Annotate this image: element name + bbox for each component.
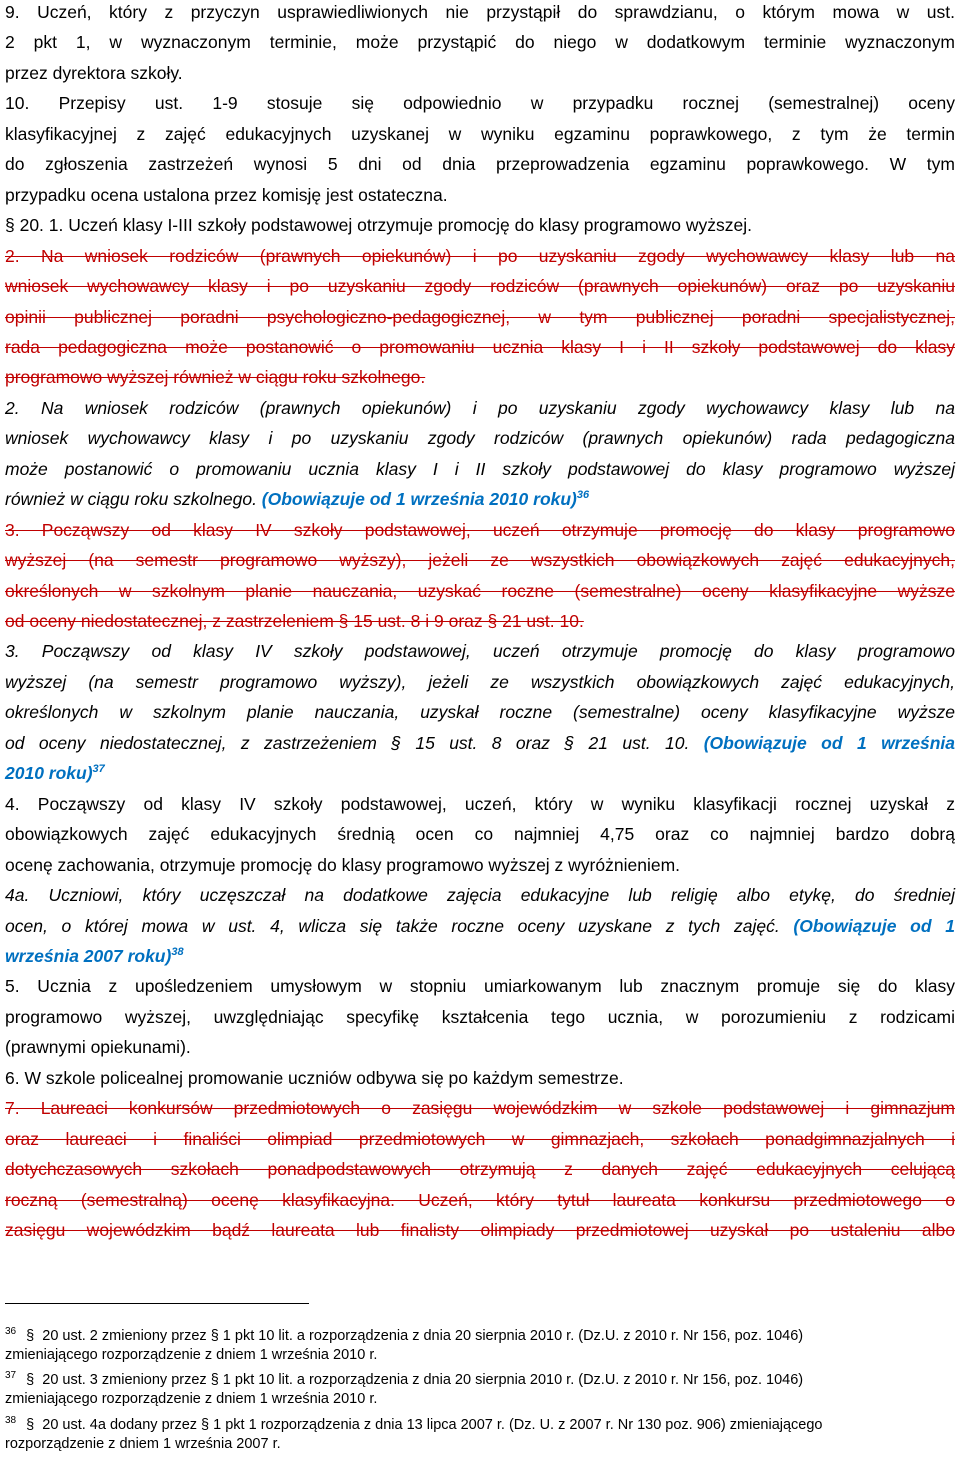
line-text: od oceny niedostatecznej, z zastrzeżeniem § 15 ust. 8 oraz § 21 ust. 10. (5, 732, 704, 753)
amended-text-line (5, 945, 955, 967)
repealed-text-line (5, 610, 955, 632)
amended-text-line (5, 732, 955, 754)
text-line (5, 1036, 955, 1058)
repealed-text-line (5, 1158, 955, 1180)
amended-text-line (5, 397, 955, 419)
amended-text-line (5, 427, 955, 449)
footnote-reference[interactable]: 36 (576, 489, 590, 502)
effective-date-note: (Obowiązuje od 1 września (703, 732, 955, 753)
footnote-text: 20 ust. 2 zmieniony przez § 1 pkt 10 lit. a rozporządzenia z dnia 20 sierpnia 2010 r. (Dz.U. z 2010 r. Nr 156, poz. 1046) (42, 1328, 804, 1344)
line-text: oraz laureaci i finaliści olimpiad przedmiotowych w gimnazjach, szkołach ponadgimnazjalnych i (5, 1128, 955, 1149)
repealed-text-line (5, 1219, 955, 1241)
line-text: wyższej (na semestr programowo wyższy), jeżeli ze wszystkich obowiązkowych zajęć edukacyjnych, (5, 671, 955, 692)
line-text: klasyfikacyjnej z zajęć edukacyjnych uzyskanej w wyniku egzaminu poprawkowego, z tym że termin (5, 123, 955, 144)
line-text: przez dyrektora szkoły. (5, 62, 183, 83)
line-text: (prawnymi opiekunami). (5, 1037, 191, 1058)
text-line (5, 153, 955, 175)
line-text: roczną (semestralną) ocenę klasyfikacyjna. Uczeń, który tytuł laureata konkursu przedmiotowego o (5, 1189, 955, 1210)
line-text: ocen, o której mowa w ust. 4, wlicza się także roczne oceny uzyskane z tych zajęć. (5, 915, 794, 936)
repealed-text-line (5, 306, 955, 328)
repealed-text-line (5, 1097, 955, 1119)
text-line (5, 1006, 955, 1028)
footnote-number: 36 (5, 1326, 17, 1338)
repealed-text-line (5, 336, 955, 358)
amended-text-line (5, 762, 955, 784)
line-text: 4a. Uczniowi, który uczęszczał na dodatkowe zajęcia edukacyjne lub religię albo etykę, do średniej (5, 885, 955, 906)
line-text: 4. Począwszy od klasy IV szkoły podstawowej, uczeń, który w wyniku klasyfikacji rocznej uzyskał z (5, 793, 955, 814)
line-text: określonych w szkolnym planie nauczania, uzyskał roczne (semestralne) oceny klasyfikacyjne wyższe (5, 702, 955, 723)
section-symbol: § (22, 1328, 39, 1344)
line-text: 2. Na wniosek rodziców (prawnych opiekunów) i po uzyskaniu zgody wychowawcy klasy lub na (5, 245, 955, 266)
amended-text-line (5, 458, 955, 480)
amended-text-line (5, 671, 955, 693)
text-line (5, 975, 955, 997)
line-text: 5. Ucznia z upośledzeniem umysłowym w stopniu umiarkowanym lub znacznym promuje się do klasy (5, 976, 955, 997)
text-line (5, 1, 955, 23)
line-text: opinii publicznej poradni psychologiczno-pedagogicznej, w tym publicznej poradni specjalistycznej, (5, 306, 955, 327)
section-symbol: § (22, 1372, 39, 1388)
footnote-text: 20 ust. 3 zmieniony przez § 1 pkt 10 lit. a rozporządzenia z dnia 20 sierpnia 2010 r. (Dz.U. z 2010 r. Nr 156, poz. 1046) (42, 1372, 804, 1388)
line-text: od oceny niedostatecznej, z zastrzeleniem § 15 ust. 8 i 9 oraz § 21 ust. 10. (5, 611, 584, 631)
line-text: wniosek wychowawcy klasy i po uzyskaniu zgody rodziców (prawnych opiekunów) rada pedagogiczna (5, 428, 955, 449)
text-line (5, 62, 955, 84)
line-text: 3. Począwszy od klasy IV szkoły podstawowej, uczeń otrzymuje promocję do klasy programowo (5, 519, 955, 540)
footnote-separator (5, 1303, 309, 1304)
text-line (5, 184, 955, 206)
amended-text-line (5, 701, 955, 723)
repealed-text-line (5, 366, 955, 388)
text-line (5, 1067, 955, 1089)
line-text: zasięgu wojewódzkim bądź laureata lub finalisty olimpiady przedmiotowej uzyskał po ustaleniu albo (5, 1220, 955, 1240)
line-text: programowo wyższej, uwzględniając specyfikę kształcenia tego ucznia, w porozumieniu z rodzicami (5, 1006, 955, 1027)
repealed-text-line (5, 519, 955, 541)
repealed-text-line (5, 1189, 955, 1211)
line-text: dotychczasowych szkołach ponadpodstawowych otrzymują z danych zajęć edukacyjnych celującą (5, 1159, 955, 1180)
line-text: może postanowić o promowaniu ucznia klasy I i II szkoły podstawowej do klasy programowo wyższej (5, 458, 955, 479)
footnote (5, 1416, 955, 1434)
line-text: 7. Laureaci konkursów przedmiotowych o zasięgu wojewódzkim w szkole podstawowej i gimnazjum (5, 1098, 955, 1119)
repealed-text-line (5, 580, 955, 602)
text-line (5, 31, 955, 53)
line-text: 9. Uczeń, który z przyczyn usprawiedliwionych nie przystąpił do sprawdzianu, o którym mowa w ust. (5, 2, 955, 22)
footnote-number: 37 (5, 1370, 17, 1382)
amended-text-line (5, 640, 955, 662)
line-text: określonych w szkolnym planie nauczania, uzyskać roczne (semestralne) oceny klasyfikacyjne wyższe (5, 580, 955, 601)
text-line (5, 92, 955, 114)
line-text: § 20. 1. Uczeń klasy I-III szkoły podstawowej otrzymuje promocję do klasy programowo wyższej. (5, 215, 752, 236)
repealed-text-line (5, 245, 955, 267)
line-text: 6. W szkole policealnej promowanie uczniów odbywa się po każdym semestrze. (5, 1067, 624, 1088)
footnote-continuation: zmieniającego rozporządzenie z dniem 1 września 2010 r. (5, 1391, 378, 1407)
footnote-reference[interactable]: 37 (92, 763, 105, 776)
line-text: również w ciągu roku szkolnego. (5, 489, 262, 510)
repealed-text-line (5, 549, 955, 571)
footnote-number: 38 (5, 1415, 17, 1427)
line-text: programowo wyższej również w ciągu roku szkolnego. (5, 367, 426, 388)
line-text: obowiązkowych zajęć edukacyjnych średnią ocen co najmniej 4,75 oraz co najmniej bardzo dobrą (5, 824, 955, 845)
section-symbol: § (22, 1417, 39, 1433)
footnote-text: 20 ust. 4a dodany przez § 1 pkt 1 rozporządzenia z dnia 13 lipca 2007 r. (Dz. U. z 2007 r. Nr 130 poz. 906) zmieniającego (42, 1417, 823, 1433)
effective-date-note: 2010 roku) (5, 763, 93, 784)
text-line (5, 123, 955, 145)
line-text: 10. Przepisy ust. 1-9 stosuje się odpowiednio w przypadku rocznej (semestralnej) oceny (5, 93, 955, 114)
line-text: wniosek wychowawcy klasy i po uzyskaniu zgody rodziców (prawnych opiekunów) oraz po uzyskaniu (5, 276, 955, 297)
footnote-continuation: rozporządzenie z dniem 1 września 2007 r. (5, 1436, 281, 1452)
line-text: 2. Na wniosek rodziców (prawnych opiekunów) i po uzyskaniu zgody wychowawcy klasy lub na (5, 397, 955, 418)
repealed-text-line (5, 1128, 955, 1150)
effective-date-note: (Obowiązuje od 1 września 2010 roku) (261, 489, 577, 510)
line-text: 2 pkt 1, w wyznaczonym terminie, może przystąpić do niego w dodatkowym terminie wyznaczonym (5, 32, 955, 53)
line-text: 3. Począwszy od klasy IV szkoły podstawowej, uczeń otrzymuje promocję do klasy programowo (5, 641, 955, 662)
footnote-continuation: zmieniającego rozporządzenie z dniem 1 września 2010 r. (5, 1347, 378, 1363)
text-line (5, 854, 955, 876)
effective-date-note: września 2007 roku) (5, 945, 172, 966)
footnote-reference[interactable]: 38 (171, 946, 184, 959)
line-text: wyższej (na semestr programowo wyższy), jeżeli ze wszystkich obowiązkowych zajęć edukacyjnych, (5, 550, 955, 571)
line-text: przypadku ocena ustalona przez komisję jest ostateczna. (5, 184, 448, 205)
effective-date-note: (Obowiązuje od 1 (793, 915, 956, 936)
amended-text-line (5, 488, 955, 510)
footnote (5, 1371, 955, 1389)
line-text: ocenę zachowania, otrzymuje promocję do klasy programowo wyższej z wyróżnieniem. (5, 854, 681, 875)
text-line (5, 823, 955, 845)
amended-text-line (5, 915, 955, 937)
text-line (5, 793, 955, 815)
text-line (5, 214, 955, 236)
footnote (5, 1327, 955, 1345)
amended-text-line (5, 884, 955, 906)
line-text: rada pedagogiczna może postanowić o promowaniu ucznia klasy I i II szkoły podstawowej do klasy (5, 336, 955, 357)
repealed-text-line (5, 275, 955, 297)
line-text: do zgłoszenia zastrzeżeń wynosi 5 dni od dnia przeprowadzenia egzaminu poprawkowego. W tym (5, 154, 955, 175)
